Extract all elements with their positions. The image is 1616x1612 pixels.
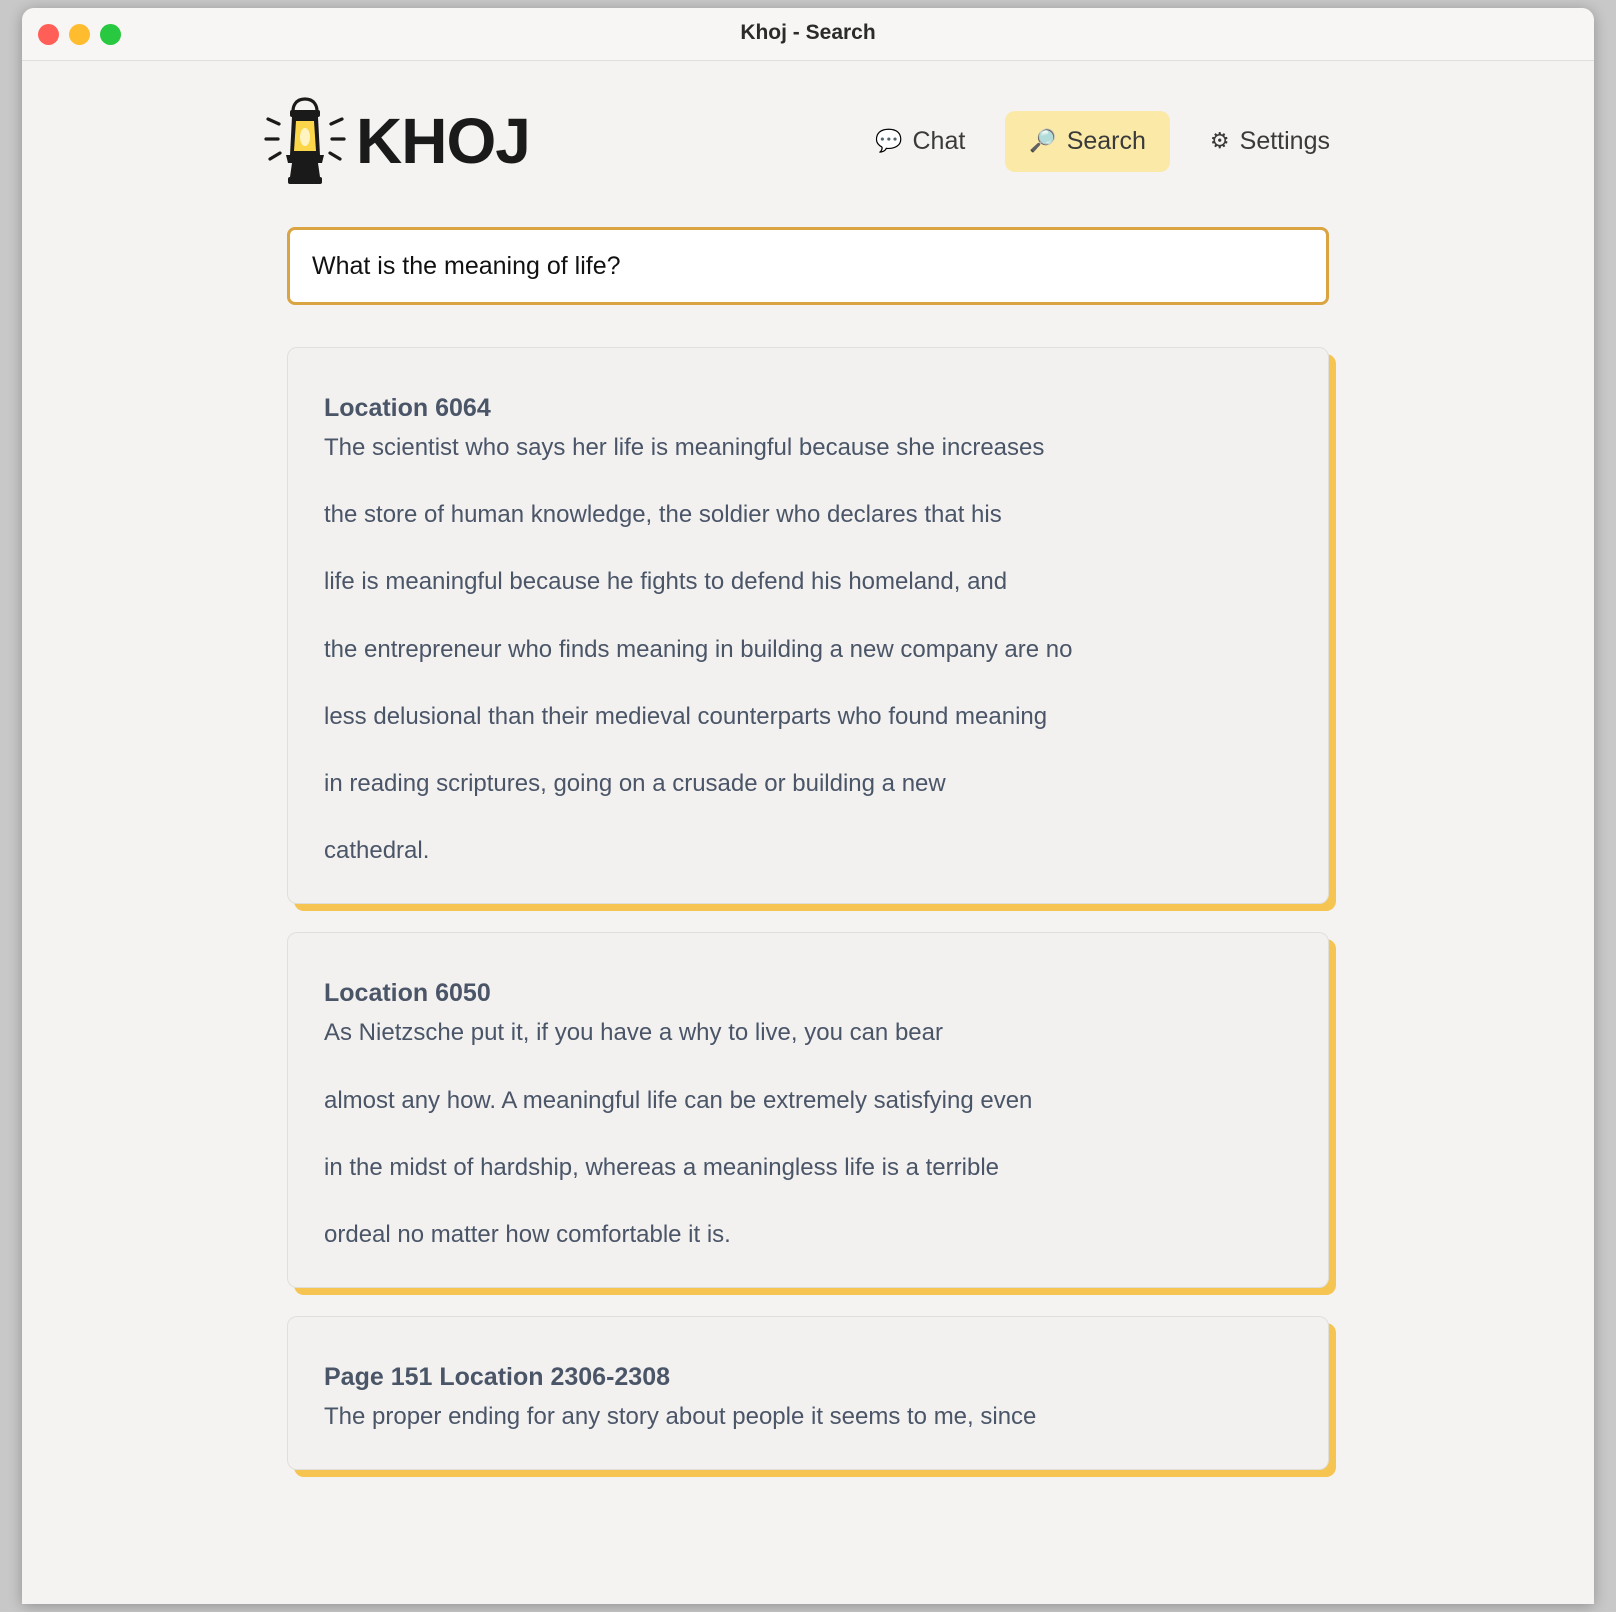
result-line: ordeal no matter how comfortable it is.: [324, 1220, 731, 1248]
app-header: [22, 61, 1594, 191]
result-title: Page 151 Location 2306-2308: [324, 1363, 671, 1392]
app-window: [22, 8, 1594, 1604]
chat-bubble-icon: 💬: [875, 128, 903, 153]
title-bar: [22, 8, 1594, 61]
result-line: As Nietzsche put it, if you have a why to live, you can bear: [324, 1019, 943, 1047]
result-line: the entrepreneur who finds meaning in building a new company are no: [324, 635, 1073, 663]
result-card[interactable]: [287, 347, 1329, 904]
result-line: in the midst of hardship, whereas a meaningless life is a terrible: [324, 1153, 999, 1181]
gear-icon: ⚙: [1209, 128, 1230, 153]
result-line: less delusional than their medieval counterparts who found meaning: [324, 702, 1048, 730]
main-nav: [851, 111, 1534, 172]
nav-item-chat[interactable]: [851, 111, 989, 172]
result-line: life is meaningful because he fights to defend his homeland, and: [324, 568, 1008, 596]
result-line: in reading scriptures, going on a crusade or building a new: [324, 769, 946, 797]
brand-wordmark: KHOJ: [356, 105, 530, 177]
lantern-icon: [262, 93, 348, 189]
search-input[interactable]: [287, 227, 1329, 305]
magnifier-icon: 🔎: [1029, 128, 1057, 153]
nav-item-search[interactable]: [1005, 111, 1170, 172]
result-card[interactable]: [287, 1316, 1329, 1470]
result-line: The proper ending for any story about people it seems to me, since: [324, 1403, 1037, 1431]
nav-item-settings[interactable]: [1186, 111, 1354, 172]
result-title: Location 6064: [324, 394, 491, 422]
result-title: Location 6050: [324, 979, 491, 1008]
result-line: cathedral.: [324, 837, 430, 865]
search-bar: [22, 227, 1594, 305]
nav-item-settings-label: Settings: [1239, 126, 1330, 155]
result-card[interactable]: [287, 932, 1329, 1288]
nav-item-chat-label: Chat: [912, 126, 966, 155]
result-line: the store of human knowledge, the soldier who declares that his: [324, 501, 1002, 529]
search-results-list: [22, 347, 1594, 1590]
window-title: Khoj - Search: [740, 21, 876, 44]
result-line: almost any how. A meaningful life can be extremely satisfying even: [324, 1086, 1033, 1114]
result-line: The scientist who says her life is meaningful because she increases: [324, 434, 1045, 461]
nav-item-search-label: Search: [1066, 126, 1146, 155]
brand: [262, 93, 530, 189]
app-content: [22, 61, 1594, 1604]
